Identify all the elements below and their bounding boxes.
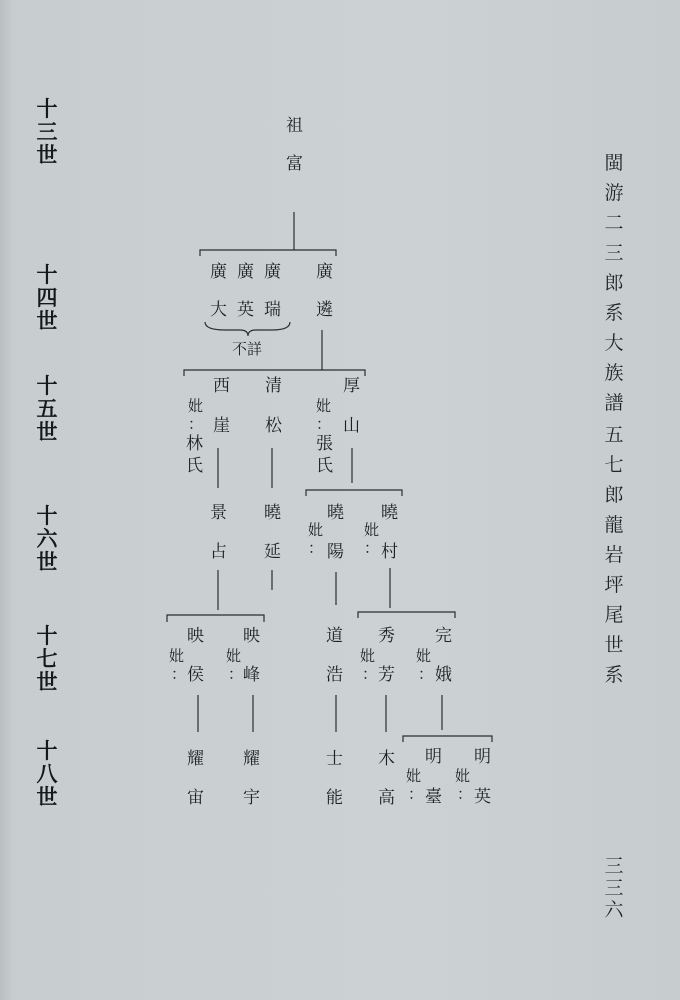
g14-name-3-char-2: 瑞: [264, 300, 281, 320]
g18-e-colon: ：: [408, 785, 424, 803]
g17-d-char-2: 芳: [378, 665, 395, 685]
g17-b-spouse-label: 妣: [226, 647, 242, 665]
g14-name-1-char-2: 大: [210, 300, 227, 320]
g15-a-wife-char-2: 氏: [186, 456, 203, 476]
generation-label-18: 十八世: [36, 739, 58, 809]
g15-a-spouse-label: 妣: [188, 397, 204, 415]
g18-a-char-1: 耀: [187, 749, 204, 769]
g15-b-char-2: 松: [265, 416, 282, 436]
g17-e-colon: ：: [418, 665, 434, 683]
g18-b-char-2: 宇: [243, 788, 260, 808]
g14-name-3-char-1: 廣: [264, 262, 281, 282]
g18-e-spouse-label: 妣: [406, 767, 422, 785]
g17-c-char-1: 道: [326, 626, 343, 646]
g16-a-char-2: 占: [210, 542, 227, 562]
g17-d-spouse-label: 妣: [360, 647, 376, 665]
g18-f-char-2: 英: [474, 787, 491, 807]
ancestor-char-2: 富: [286, 154, 303, 174]
g16-c-spouse-label: 妣: [308, 521, 324, 539]
generation-label-17: 十七世: [36, 624, 58, 694]
g16-d-spouse-label: 妣: [364, 521, 380, 539]
g16-d-char-1: 曉: [381, 503, 398, 523]
unknown-descent-note: 不詳: [232, 340, 263, 358]
generation-label-16: 十六世: [36, 504, 58, 574]
g16-c-colon: ：: [308, 539, 324, 557]
book-title: 閩游二三郎系大族譜: [604, 152, 624, 414]
g15-a-char-1: 西: [213, 376, 230, 396]
g14-name-2-char-2: 英: [237, 300, 254, 320]
g17-d-colon: ：: [362, 665, 378, 683]
g15-c-char-2: 山: [343, 416, 360, 436]
g14-name-4-char-2: 遴: [316, 300, 333, 320]
page-number: 三三六: [604, 855, 624, 921]
g17-e-spouse-label: 妣: [416, 647, 432, 665]
g18-c-char-1: 士: [326, 749, 343, 769]
g16-b-char-1: 曉: [264, 503, 281, 523]
g16-d-char-2: 村: [381, 542, 398, 562]
g14-name-2-char-1: 廣: [237, 262, 254, 282]
g15-c-wife-char-1: 張: [316, 434, 333, 454]
g16-c-char-1: 曉: [327, 503, 344, 523]
g17-a-char-1: 映: [187, 626, 204, 646]
g18-f-spouse-label: 妣: [455, 767, 471, 785]
g15-c-spouse-label: 妣: [316, 397, 332, 415]
generation-label-14: 十四世: [36, 263, 58, 333]
g15-b-char-1: 清: [265, 376, 282, 396]
g16-b-char-2: 延: [264, 542, 281, 562]
g15-c-wife-char-2: 氏: [316, 456, 333, 476]
g18-f-colon: ：: [457, 785, 473, 803]
g15-a-colon: ：: [188, 415, 204, 433]
g17-b-char-2: 峰: [243, 665, 260, 685]
g15-c-char-1: 厚: [343, 376, 360, 396]
g18-c-char-2: 能: [326, 788, 343, 808]
g17-b-colon: ：: [228, 665, 244, 683]
g18-e-char-1: 明: [425, 747, 442, 767]
generation-label-15: 十五世: [36, 374, 58, 444]
g18-f-char-1: 明: [474, 747, 491, 767]
g17-e-char-1: 完: [435, 626, 452, 646]
g16-d-colon: ：: [364, 539, 380, 557]
g15-a-wife-char-1: 林: [186, 434, 203, 454]
g14-name-1-char-1: 廣: [210, 262, 227, 282]
g15-c-colon: ：: [316, 415, 332, 433]
g14-name-4-char-1: 廣: [316, 262, 333, 282]
g18-d-char-2: 高: [378, 788, 395, 808]
g16-a-char-1: 景: [210, 503, 227, 523]
g17-a-spouse-label: 妣: [169, 647, 185, 665]
g17-e-char-2: 娥: [435, 665, 452, 685]
g17-d-char-1: 秀: [378, 626, 395, 646]
generation-label-13: 十三世: [36, 97, 58, 167]
g17-a-colon: ：: [171, 665, 187, 683]
g18-b-char-1: 耀: [243, 749, 260, 769]
g17-a-char-2: 侯: [187, 665, 204, 685]
g17-b-char-1: 映: [243, 626, 260, 646]
g18-a-char-2: 宙: [187, 788, 204, 808]
g18-e-char-2: 臺: [425, 787, 442, 807]
g16-c-char-2: 陽: [327, 542, 344, 562]
g17-c-char-2: 浩: [326, 665, 343, 685]
lineage-subtitle: 五七郎龍岩坪尾世系: [604, 424, 624, 686]
g15-a-char-2: 崖: [213, 416, 230, 436]
ancestor-char-1: 祖: [286, 116, 303, 136]
g18-d-char-1: 木: [378, 749, 395, 769]
